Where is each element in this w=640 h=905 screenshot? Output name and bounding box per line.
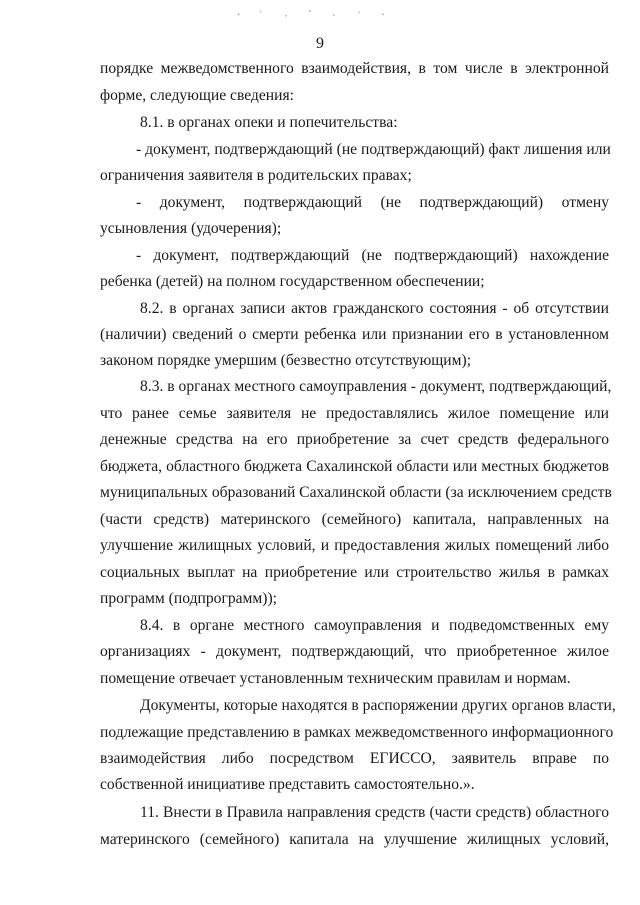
text-line: подлежащие представлению в рамках межведомственного информационного xyxy=(100,724,614,741)
text-line: программ (подпрограмм)); xyxy=(100,590,278,607)
text-line: законом порядке умершим (безвестно отсутствующим); xyxy=(100,352,472,369)
text-line: 8.4. в органе местного самоуправления и подведомственных ему xyxy=(140,617,609,634)
text-line: 11. Внести в Правила направления средств (части средств) областного xyxy=(140,804,609,821)
text-line: порядке межведомственного взаимодействия, в том числе в электронной xyxy=(100,60,609,77)
text-line: ребенка (детей) на полном государственном обеспечении; xyxy=(100,273,485,290)
text-line: усыновления (удочерения); xyxy=(100,220,282,237)
text-line: улучшение жилищных условий, и предоставления жилых помещений либо xyxy=(100,537,609,554)
text-line: собственной инициативе представить самостоятельно.». xyxy=(100,776,475,793)
text-line: помещение отвечает установленным техническим правилам и нормам. xyxy=(100,670,571,687)
text-line: денежные средства на его приобретение за счет средств федерального xyxy=(100,431,609,448)
text-line: Документы, которые находятся в распоряжении других органов власти, xyxy=(140,697,616,714)
scan-artifact xyxy=(230,6,400,20)
text-line: что ранее семье заявителя не предоставлялись жилое помещение или xyxy=(100,405,609,422)
text-line: организациях - документ, подтверждающий, что приобретенное жилое xyxy=(100,643,609,660)
text-line: взаимодействия либо посредством ЕГИССО, заявитель вправе по xyxy=(100,750,609,767)
text-line: (части средств) материнского (семейного) капитала, направленных на xyxy=(100,511,609,528)
page-number: 9 xyxy=(316,35,324,52)
text-line: муниципальных образований Сахалинской области (за исключением средств xyxy=(100,484,612,501)
text-line: - документ, подтверждающий (не подтверждающий) отмену xyxy=(136,194,609,211)
text-line: - документ, подтверждающий (не подтверждающий) нахождение xyxy=(136,247,609,264)
text-line: (наличии) сведений о смерти ребенка или признании его в установленном xyxy=(100,326,609,343)
text-line: ограничения заявителя в родительских правах; xyxy=(100,167,412,184)
text-line: 8.3. в органах местного самоуправления - документ, подтверждающий, xyxy=(140,378,612,395)
text-line: материнского (семейного) капитала на улучшение жилищных условий, xyxy=(100,831,609,848)
text-line: бюджета, областного бюджета Сахалинской области или местных бюджетов xyxy=(100,458,609,475)
text-line: 8.1. в органах опеки и попечительства: xyxy=(140,114,398,131)
text-line: форме, следующие сведения: xyxy=(100,87,294,104)
text-line: - документ, подтверждающий (не подтверждающий) факт лишения или xyxy=(136,141,611,158)
text-line: 8.2. в органах записи актов гражданского состояния - об отсутствии xyxy=(140,300,609,317)
text-line: социальных выплат на приобретение или строительство жилья в рамках xyxy=(100,564,609,581)
